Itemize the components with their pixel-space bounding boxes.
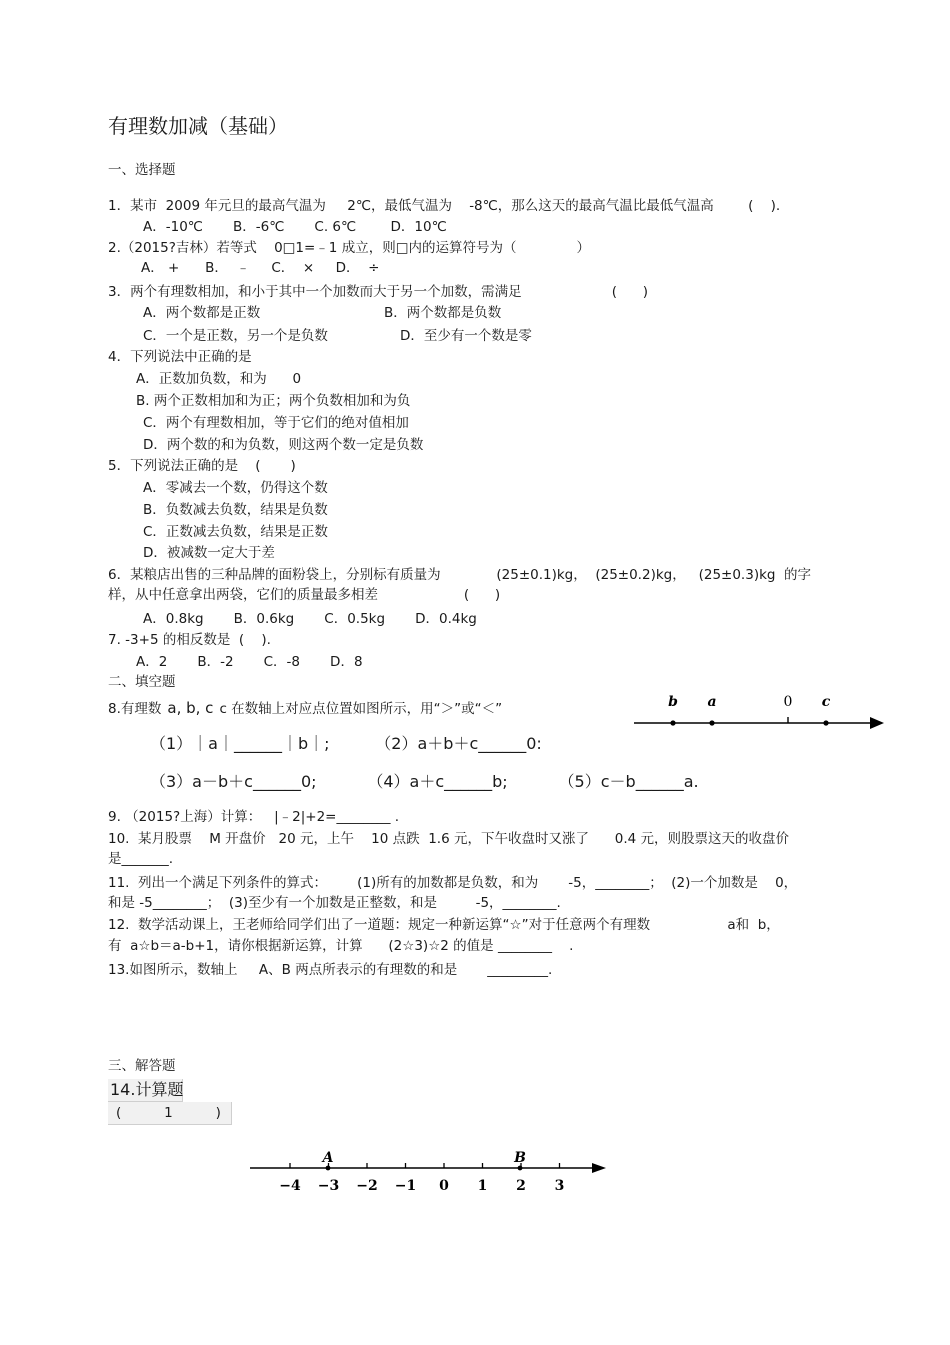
point-label-B: B <box>514 1150 526 1166</box>
q4-stem: 4．下列说法中正确的是 <box>108 349 252 365</box>
section-heading-choice: 一、选择题 <box>108 162 176 178</box>
q5-option-a: A．零减去一个数，仍得这个数 <box>143 480 328 496</box>
q5-option-c: C．正数减去负数，结果是正数 <box>143 524 328 540</box>
point-label-A: A <box>322 1150 334 1166</box>
axis-tick-label: −3 <box>317 1178 340 1194</box>
number-line-q8 <box>630 690 886 736</box>
axis-tick-label: −4 <box>279 1178 301 1194</box>
point-B <box>518 1166 523 1171</box>
axis-label-c: c <box>821 694 831 710</box>
q5-stem: 5．下列说法正确的是 ( ) <box>108 458 296 474</box>
q8-variables: a, b, c <box>167 699 214 717</box>
axis-tick-label: −2 <box>356 1178 378 1194</box>
point-c <box>823 720 828 725</box>
q14-title-box <box>108 1079 183 1102</box>
q9: 9. （2015?上海）计算： |﹣2|+2=________ . <box>108 809 400 825</box>
q8-row1: （1）｜a｜______｜b｜; （2）a＋b＋c______0: <box>150 734 542 753</box>
q12-line1: 12. 数学活动课上，王老师给同学们出了一道题：规定一种新运算“☆”对于任意两个有理数 a和 b， <box>108 917 780 933</box>
q7-stem: 7. -3+5 的相反数是 ( ). <box>108 632 271 648</box>
q13: 13.如图所示，数轴上 A、B 两点所表示的有理数的和是 _________. <box>108 962 553 978</box>
q2-stem: 2.（2015?吉林）若等式 0□1=﹣1 成立，则□内的运算符号为（ ） <box>108 240 591 256</box>
axis-label-a: a <box>707 694 717 710</box>
q11-line2: 和是 -5________； (3)至少有一个加数是正整数，和是 -5，________. <box>108 895 561 911</box>
q4-option-d: D．两个数的和为负数，则这两个数一定是负数 <box>143 437 424 453</box>
section-heading-fill: 二、填空题 <box>108 674 176 690</box>
q4-option-b: B. 两个正数相加和为正；两个负数相加和为负 <box>136 393 411 409</box>
q2-options: A． + B． ﹣ C． × D． ÷ <box>141 260 380 276</box>
q7-options: A．2 B．-2 C．-8 D．8 <box>136 654 363 670</box>
q11-line1: 11. 列出一个满足下列条件的算式： (1)所有的加数都是负数，和为 -5，________； (2)一个加数是 0， <box>108 875 798 891</box>
q3-option-b: B．两个数都是负数 <box>384 305 502 321</box>
q10-line1: 10. 某月股票 M 开盘价 20 元，上午 10 点跌 1.6 元，下午收盘时又涨了 0.4 元，则股票这天的收盘价 <box>108 831 789 847</box>
axis-tick-label: 1 <box>477 1178 488 1194</box>
q6-options: A．0.8kg B．0.6kg C．0.5kg D．0.4kg <box>143 611 477 627</box>
section-heading-answer: 三、解答题 <box>108 1058 176 1074</box>
q5-option-d: D．被减数一定大于差 <box>143 545 275 561</box>
q5-option-b: B．负数减去负数，结果是负数 <box>143 502 328 518</box>
page-title: 有理数加减（基础） <box>108 114 288 138</box>
q14-title: 14.计算题 <box>110 1080 184 1099</box>
q8-row2: （3）a－b＋c______0; （4）a＋c______b; （5）c－b______a. <box>150 772 699 791</box>
q4-option-c: C．两个有理数相加，等于它们的绝对值相加 <box>143 415 409 431</box>
q8-stem-prefix: 8.有理数 <box>108 701 162 717</box>
q6-line1: 6．某粮店出售的三种品牌的面粉袋上，分别标有质量为 (25±0.1)kg， (25±0.2)kg， (25±0.3)kg 的字 <box>108 567 812 583</box>
q12-line2: 有 a☆b＝a-b+1，请你根据新运算，计算 (2☆3)☆2 的值是 ________ . <box>108 938 574 954</box>
q14-sub: ( 1 ) <box>116 1105 221 1121</box>
axis-tick-label: −1 <box>394 1178 417 1194</box>
q3-option-a: A．两个数都是正数 <box>143 305 261 321</box>
q1-options: A．-10℃ B．-6℃ C. 6℃ D．10℃ <box>143 219 447 235</box>
number-line-q13 <box>246 1146 610 1196</box>
q10-line2: 是_______. <box>108 851 174 867</box>
q4-option-a: A．正数加负数，和为 0 <box>136 371 302 387</box>
q3-stem: 3．两个有理数相加，和小于其中一个加数而大于另一个加数，需满足 ( ) <box>108 284 648 300</box>
point-A <box>326 1166 331 1171</box>
axis-label-zero: 0 <box>783 694 793 710</box>
point-b <box>670 720 675 725</box>
q3-option-c: C．一个是正数，另一个是负数 <box>143 328 328 344</box>
q1-stem: 1．某市 2009 年元旦的最高气温为 2℃，最低气温为 -8℃，那么这天的最高气温比最低气温高 ( ). <box>108 198 781 214</box>
q6-line2: 样，从中任意拿出两袋，它们的质量最多相差 ( ) <box>108 587 501 603</box>
q3-option-d: D．至少有一个数是零 <box>400 328 532 344</box>
axis-tick-label: 3 <box>554 1178 565 1194</box>
point-a <box>709 720 714 725</box>
q14-sub-box <box>108 1102 232 1125</box>
q8-stem-suffix: c 在数轴上对应点位置如图所示，用“＞”或“＜” <box>219 701 503 717</box>
q8-stem <box>108 697 502 719</box>
axis-label-b: b <box>668 694 678 710</box>
axis-tick-label: 2 <box>516 1178 526 1194</box>
axis-tick-label: 0 <box>439 1178 449 1194</box>
